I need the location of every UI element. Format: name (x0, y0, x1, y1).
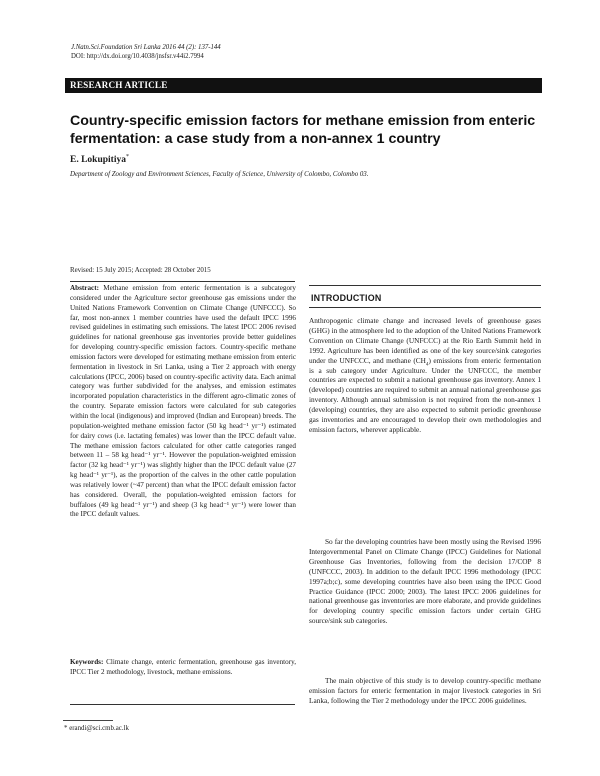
intro-p1-part-1: Anthropogenic climate change and increased levels of greenhouse gases (GHG) in the atmosphere led to the adoption of the United Nations Framework Convention on Climate Change (UNFCCC) at the Rio Earth Summit held in 1992. Agriculture has been identified as one of the key source/sink categories under the UNFCCC, and methane (CH (309, 316, 541, 365)
article-type-banner (65, 78, 542, 93)
journal-citation (71, 44, 491, 61)
article-title: Country-specific emission factors for methane emission from enteric fermentation: a case study from a non-annex 1 country (70, 113, 536, 147)
abstract-bottom-rule (70, 704, 295, 705)
corresponding-author-footnote (64, 725, 129, 733)
keywords (70, 658, 296, 678)
author-name-text: E. Lokupitiya (70, 155, 126, 165)
author-email-link[interactable]: erandi@sci.cmb.ac.lk (69, 725, 129, 732)
author-affiliation: Department of Zoology and Environment Sciences, Faculty of Science, University of Colombo, Colombo 03. (70, 171, 369, 178)
abstract-label: Abstract: (70, 284, 99, 292)
author-mark: * (125, 153, 129, 160)
journal-line: J.Natn.Sci.Foundation Sri Lanka 2016 44 (2): 137-144 (71, 44, 221, 51)
article-type-label: RESEARCH ARTICLE (70, 80, 168, 90)
intro-top-rule (309, 285, 541, 286)
abstract (70, 284, 296, 654)
intro-p1-part-2: ) emissions from enteric fermentation is a sub category under Agriculture. Under the UNFCCC, the member countries are expected to submit a national greenhouse gas inventory. Annex 1 (developed) countries are required to submit an annual national greenhouse gas inventory. Although annual submission is not required from the non-annex 1 (developing) countries, they are also expected to submit periodic greenhouse gas inventories and are encouraged to develop their own methodologies and emission factors, wherever applicable. (309, 355, 541, 434)
abstract-text: Methane emission from enteric fermentation is a subcategory considered under the Agriculture sector greenhouse gas emissions under the United Nations Framework Convention on Climate Change (UNFCCC). So far, most non-annex 1 member countries have used the default IPCC 1996 revised guidelines in estimating such emissions. The latest IPCC 2006 revised guidelines for national greenhouse gas inventories provide better guidelines for developing country-specific emission factors. Country-specific methane emission factors were developed for estimating methane emission from enteric fermentation in livestock in Sri Lanka, using a Tier 2 approach with energy calculations (IPCC, 2006) based on country-specific activity data. Each animal category was further subdivided for the analyses, and emission estimates incorporated population characteristics in the different agro-climatic zones of the country. Separate emission factors were calculated for sub categories within the local (indigenous) and improved (Indian and European) breeds. The population-weighted methane emission factor (50 kg head⁻¹ yr⁻¹) estimated for dairy cows (i.e. lactating females) was lower than the IPCC default value. The methane emission factors calculated for other cattle categories ranged between 11 – 58 kg head⁻¹ yr⁻¹. However the population-weighted emission factor (32 kg head⁻¹ yr⁻¹) was slightly higher than the IPCC default value (27 kg head⁻¹ yr⁻¹), as the proportion of the calves in the other cattle population was relatively lower (~47 percent) than what the IPCC default emission factor has considered. Overall, the population-weighted emission factors for buffaloes (49 kg head⁻¹ yr⁻¹) and sheep (3 kg head⁻¹ yr⁻¹) were lower than the IPCC default values. (70, 284, 296, 519)
intro-paragraph-2: So far the developing countries have been mostly using the Revised 1996 Intergovernmental Panel on Climate Change (IPCC) Guidelines for National Greenhouse Gas Inventories, following from the decision 17/COP 8 (UNFCCC, 2003). In addition to the default IPCC 1996 methodology (IPCC 1997a;b;c), some developing countries have also been using the IPCC Good Practice Guidance (IPCC 2000; 2003). The latest IPCC 2006 guidelines for national greenhouse gas inventories are more elaborate, and provide guidelines for developing country specific emission factors under certain GHG source/sink sub categories. (309, 537, 541, 626)
doi-link[interactable]: DOI: http://dx.doi.org/10.4038/jnsfsr.v44i2.7994 (71, 52, 204, 60)
keywords-text: Climate change, enteric fermentation, greenhouse gas inventory, IPCC Tier 2 methodology, livestock, methane emissions. (70, 658, 296, 676)
footnote-rule (63, 720, 113, 721)
intro-paragraph-3: The main objective of this study is to develop country-specific methane emission factors for enteric fermentation in major livestock categories in Sri Lanka, following the Tier 2 methodology under the IPCC 2006 guidelines. (309, 676, 541, 705)
introduction-heading: INTRODUCTION (311, 293, 382, 303)
article-dates: Revised: 15 July 2015; Accepted: 28 October 2015 (70, 267, 211, 274)
abstract-top-rule (70, 281, 295, 282)
intro-paragraph-1 (309, 316, 541, 435)
keywords-label: Keywords: (70, 658, 104, 666)
footnote-mark: * (64, 725, 68, 732)
intro-bottom-rule (309, 307, 541, 308)
ch4-subscript: 4 (425, 361, 429, 368)
author-name (70, 155, 129, 165)
